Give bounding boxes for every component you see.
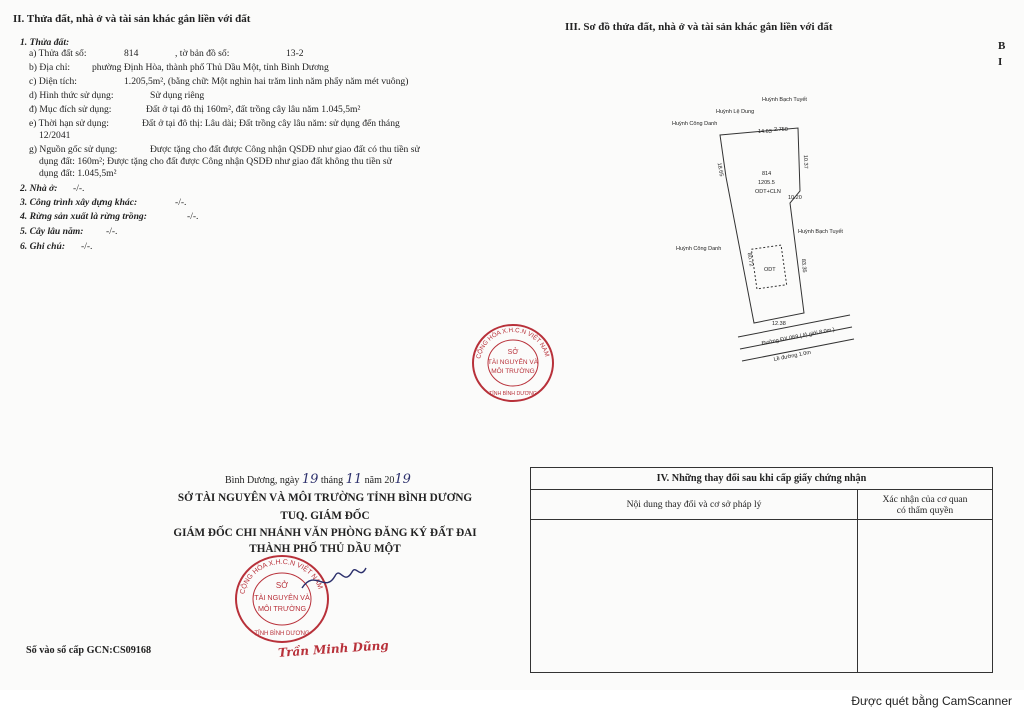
seal2-center-line2: TÀI NGUYÊN VÀ [254,593,310,602]
road-verge-label: Lề đường 1.0m [773,349,812,363]
parcel-number-label: a) Thửa đất số: [29,48,87,59]
parcel-number-value: 814 [124,48,139,59]
usage-purpose-label: đ) Mục đích sử dụng: [29,104,112,115]
neighbor-left-top-label: Huỳnh Công Danh [672,121,718,127]
changes-confirm-cell [858,520,993,673]
dimension-1: 14.63 [758,129,772,135]
area-value: 1.205,5m², (bằng chữ: Một nghìn hai trăm linh năm phẩy năm mét vuông) [124,76,409,87]
perennial-trees-heading: 5. Cây lâu năm: [20,226,84,237]
seal2-bottom-text: TỈNH BÌNH DƯƠNG [254,631,310,637]
changes-title: IV. Những thay đổi sau khi cấp giấy chứng nhận [531,468,993,490]
usage-term-value-2: 12/2041 [39,130,71,141]
notes-heading: 6. Ghi chú: [20,241,66,252]
changes-col-confirm-line1: Xác nhận của cơ quan [882,493,968,505]
neighbor-top2-label: Huỳnh Lệ Dung [716,109,755,115]
parcel-type-diagram: ODT+CLN [755,189,781,195]
official-seal-top [470,322,556,404]
date-place: Bình Dương, ngày [225,475,300,486]
parcel-number-diagram: 814 [762,171,772,177]
date-year-label: năm 20 [364,475,395,486]
usage-form-value: Sử dụng riêng [150,90,205,101]
usage-purpose-value: Đất ở tại đô thị 160m², đất trồng cây lâu năm 1.045,5m² [146,104,361,115]
perennial-trees-value: -/-. [106,226,118,237]
seal-center-line3: MÔI TRƯỜNG [491,368,535,375]
date-year: 19 [394,472,411,487]
origin-value-1: Được tặng cho đất được Công nhận QSDĐ như giao đất có thu tiền sử [150,144,420,155]
seal-center-line1: SỞ [507,349,519,356]
dimension-6: 83.35 [799,258,808,273]
house-label: ODT [764,267,776,273]
date-line [225,474,411,486]
usage-form-label: d) Hình thức sử dụng: [29,90,114,101]
seal-ring-text: CỘNG HÒA X.H.C.N VIỆT NAM [475,326,551,360]
parcel-diagram [670,95,860,385]
address-label: b) Địa chỉ: [29,62,71,73]
dimension-8: 12.38 [772,321,786,327]
house-value: -/-. [73,183,85,194]
signer-name: Trần Minh Dũng [277,638,390,660]
gcn-register-number: Số vào sổ cấp GCN:CS09168 [26,645,152,656]
seal-center-line2: TÀI NGUYÊN VÀ [487,359,539,366]
neighbor-left-label: Huỳnh Công Danh [676,246,722,252]
road-label: Đường ĐX 069 ( lộ giới 8.0m ) [761,326,836,347]
changes-col-content: Nội dung thay đổi và cơ sở pháp lý [531,490,858,520]
planted-forest-value: -/-. [187,211,199,222]
section-iii-title: III. Sơ đồ thửa đất, nhà ở và tài sản khác gắn liền với đất [565,21,833,33]
other-construction-value: -/-. [175,197,187,208]
date-day: 19 [301,472,319,487]
dimension-7: 80.72 [745,252,754,267]
issuing-org: SỞ TÀI NGUYÊN VÀ MÔI TRƯỜNG TỈNH BÌNH DƯƠNG [177,492,473,504]
seal2-center-line3: MÔI TRƯỜNG [257,604,307,613]
parcel-boundary [720,128,804,323]
map-sheet-label: , tờ bản đồ số: [175,48,230,59]
house-heading: 2. Nhà ở: [20,183,58,194]
origin-value-3: dụng đất: 1.045,5m² [39,168,117,179]
section-land-heading: 1. Thửa đất: [20,37,70,48]
camscanner-footer: Được quét bằng CamScanner [851,694,1012,708]
origin-value-2: dụng đất: 160m²; Được tặng cho đất được Công nhận QSDĐ như giao đất không thu tiền sử [39,156,392,167]
other-construction-heading: 3. Công trình xây dựng khác: [20,197,138,208]
road-edge-1 [738,315,850,337]
director-role-2: THÀNH PHỐ THỦ DẦU MỘT [249,543,401,555]
address-value: phường Định Hòa, thành phố Thủ Dầu Một, tỉnh Bình Dương [92,62,329,73]
seal2-ring-text: CỘNG HÒA X.H.C.N VIỆT NAM [239,558,324,595]
dimension-2: 2.750 [774,127,788,133]
side-margin-letters: B I [998,40,1006,68]
signature-scribble [300,558,370,603]
changes-content-cell [531,520,858,673]
changes-col-confirm-line2: có thẩm quyền [896,504,954,516]
usage-term-label: e) Thời hạn sử dụng: [29,118,109,129]
seal-bottom-text: TỈNH BÌNH DƯƠNG [489,391,537,397]
changes-col-confirm [858,490,993,520]
section-ii-title: II. Thửa đất, nhà ở và tài sản khác gắn liền với đất [13,13,251,25]
origin-label: g) Nguồn gốc sử dụng: [29,144,118,155]
usage-term-value-1: Đất ở tại đô thị: Lâu dài; Đất trồng cây lâu năm: sử dụng đến tháng [142,118,400,129]
dimension-3: 18.65 [715,162,724,177]
dimension-4: 10.37 [801,154,809,169]
seal2-center-line1: SỞ [275,581,289,590]
planted-forest-heading: 4. Rừng sản xuất là rừng trồng: [20,211,147,222]
notes-value: -/-. [81,241,93,252]
changes-table [530,467,993,673]
neighbor-right-label: Huỳnh Bạch Tuyết [798,229,843,235]
map-sheet-value: 13-2 [286,48,304,59]
dimension-5: 10.20 [788,195,802,201]
parcel-area-diagram: 1205.5 [758,180,775,186]
director-role-1: GIÁM ĐỐC CHI NHÁNH VĂN PHÒNG ĐĂNG KÝ ĐẤT ĐAI [173,527,477,539]
area-label: c) Diện tích: [29,76,77,87]
date-month-label: tháng [320,475,344,486]
tuq-director: TUQ. GIÁM ĐỐC [280,510,370,522]
neighbor-top-label: Huỳnh Bạch Tuyết [762,97,807,103]
date-month: 11 [345,472,363,487]
